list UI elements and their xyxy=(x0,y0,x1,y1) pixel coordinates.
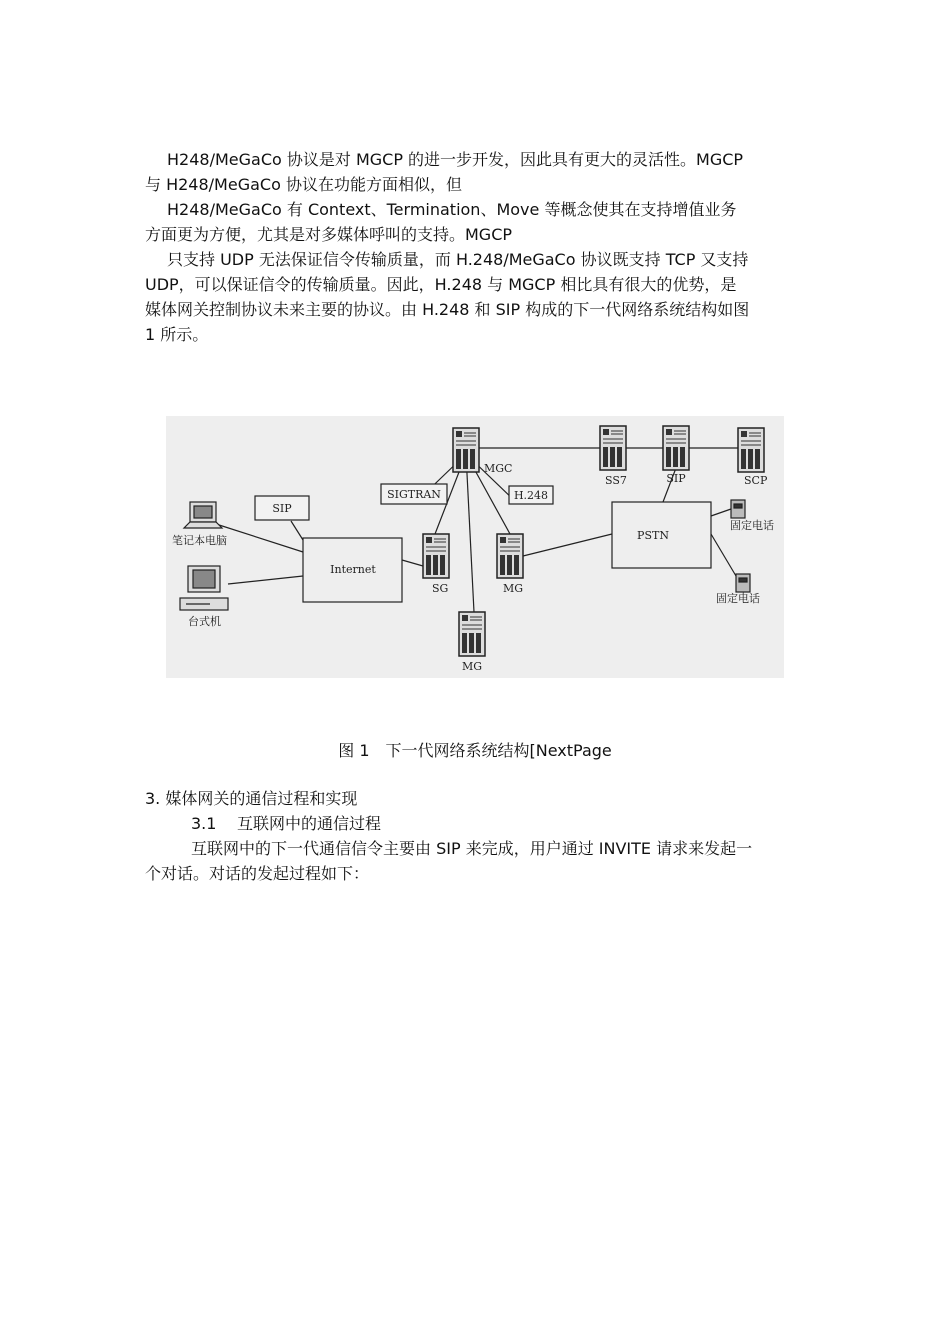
subsection-number: 3.1 xyxy=(191,814,217,833)
scp-label: SCP xyxy=(744,474,768,487)
mgc-server-icon xyxy=(453,428,479,472)
paragraph-intro xyxy=(145,147,805,347)
desktop-icon xyxy=(180,566,228,610)
subsection-title: 互联网中的通信过程 xyxy=(237,814,382,833)
network-diagram-svg xyxy=(166,416,784,678)
sg-server-icon xyxy=(423,534,449,578)
h248-label: H.248 xyxy=(513,489,549,502)
phone-icon xyxy=(731,500,745,518)
mg-bottom-server-icon xyxy=(459,612,485,656)
phone2-label: 固定电话 xyxy=(716,592,760,605)
desktop-label: 台式机 xyxy=(188,615,221,628)
phone1-label: 固定电话 xyxy=(730,519,774,532)
sip-box-label: SIP xyxy=(272,502,292,515)
ss7-label: SS7 xyxy=(605,474,627,487)
sg-label: SG xyxy=(432,582,449,595)
text-line: 1 所示。 xyxy=(145,325,209,344)
subsection-heading xyxy=(191,811,381,836)
scp-server-icon xyxy=(738,428,764,472)
sip-server-icon xyxy=(663,426,689,470)
sip-server-label: SIP xyxy=(666,472,686,485)
text-line: H248/MeGaCo 有 Context、Termination、Move 等概念使其在支持增值业务 xyxy=(167,200,737,219)
laptop-icon xyxy=(184,502,222,528)
text-line: 只支持 UDP 无法保证信令传输质量，而 H.248/MeGaCo 协议既支持 TCP 又支持 xyxy=(167,250,749,269)
text-line: UDP，可以保证信令的传输质量。因此，H.248 与 MGCP 相比具有很大的优势，是 xyxy=(145,275,737,294)
sigtran-label: SIGTRAN xyxy=(387,488,441,501)
pstn-label: PSTN xyxy=(637,529,669,542)
network-diagram xyxy=(166,416,784,678)
section-heading: 3. 媒体网关的通信过程和实现 xyxy=(145,789,358,808)
text-line: 媒体网关控制协议未来主要的协议。由 H.248 和 SIP 构成的下一代网络系统结构如图 xyxy=(145,300,750,319)
ss7-server-icon xyxy=(600,426,626,470)
paragraph-section3 xyxy=(145,836,805,886)
text-line: H248/MeGaCo 协议是对 MGCP 的进一步开发，因此具有更大的灵活性。MGCP xyxy=(167,150,744,169)
laptop-label: 笔记本电脑 xyxy=(172,534,227,547)
mg-right-label: MG xyxy=(503,582,524,595)
text-line: 与 H248/MeGaCo 协议在功能方面相似，但 xyxy=(145,175,462,194)
phone-icon xyxy=(736,574,750,592)
figure-caption: 图 1 下一代网络系统结构[NextPage xyxy=(338,741,612,760)
mg-bottom-label: MG xyxy=(462,660,483,673)
text-line: 互联网中的下一代通信信令主要由 SIP 来完成，用户通过 INVITE 请求来发起一 xyxy=(191,839,753,858)
mgc-label: MGC xyxy=(484,462,513,475)
internet-label: Internet xyxy=(330,563,376,576)
text-line: 方面更为方便，尤其是对多媒体呼叫的支持。MGCP xyxy=(145,225,513,244)
text-line: 个对话。对话的发起过程如下： xyxy=(145,864,370,883)
mg-server-icon xyxy=(497,534,523,578)
